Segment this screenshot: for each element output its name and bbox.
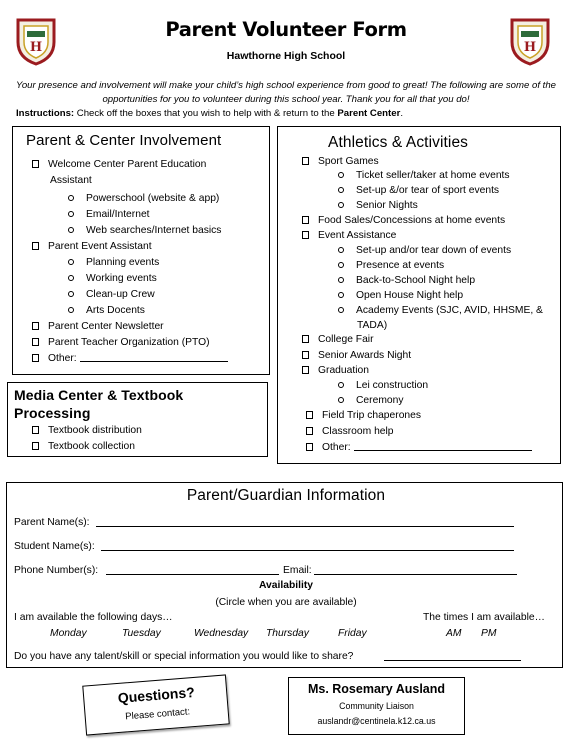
time-am[interactable]: AM	[446, 628, 462, 639]
email-field[interactable]	[314, 565, 517, 575]
checkbox-icon[interactable]	[302, 351, 309, 359]
checkbox-icon[interactable]	[302, 366, 309, 374]
checkbox-icon[interactable]	[32, 160, 39, 168]
checkbox-parent-event[interactable]: Parent Event Assistant	[32, 240, 152, 253]
sub-item: Planning events	[68, 256, 159, 269]
checkbox-other-athletics[interactable]: Other:	[306, 441, 532, 454]
checkbox-classroom-help[interactable]: Classroom help	[306, 425, 394, 438]
bullet-icon	[68, 307, 74, 313]
days-label: I am available the following days…	[14, 612, 173, 623]
sub-item: Set-up &/or tear of sport events	[338, 184, 499, 197]
sub-item: Open House Night help	[338, 289, 463, 302]
checkbox-other-parent[interactable]: Other:	[32, 352, 228, 365]
day-monday[interactable]: Monday	[50, 628, 87, 639]
email-label: Email:	[283, 565, 312, 576]
bullet-icon	[338, 202, 344, 208]
availability-heading: Availability	[259, 580, 313, 591]
checkbox-college-fair[interactable]: College Fair	[302, 333, 374, 346]
bullet-icon	[338, 382, 344, 388]
contact-name: Ms. Rosemary Ausland	[307, 682, 446, 696]
sub-item: Working events	[68, 272, 157, 285]
checkbox-food-sales[interactable]: Food Sales/Concessions at home events	[302, 214, 505, 227]
contact-role: Community Liaison	[339, 701, 414, 711]
bullet-icon	[338, 277, 344, 283]
sub-item: Presence at events	[338, 259, 444, 272]
athletics-heading: Athletics & Activities	[328, 134, 469, 151]
checkbox-sport-games[interactable]: Sport Games	[302, 155, 379, 168]
checkbox-icon[interactable]	[32, 426, 39, 434]
bullet-icon	[68, 227, 74, 233]
availability-instructions: (Circle when you are available)	[215, 597, 357, 608]
bullet-icon	[338, 172, 344, 178]
bullet-icon	[338, 247, 344, 253]
checkbox-senior-awards[interactable]: Senior Awards Night	[302, 349, 411, 362]
questions-title: Questions?	[117, 683, 196, 706]
checkbox-icon[interactable]	[302, 335, 309, 343]
day-thursday[interactable]: Thursday	[266, 628, 309, 639]
questions-card	[82, 674, 229, 735]
bullet-icon	[338, 187, 344, 193]
phone-label: Phone Number(s):	[14, 565, 99, 576]
checkbox-event-assistance[interactable]: Event Assistance	[302, 229, 396, 242]
checkbox-icon[interactable]	[32, 242, 39, 250]
parent-name-label: Parent Name(s):	[14, 517, 90, 528]
checkbox-icon[interactable]	[302, 157, 309, 165]
checkbox-graduation[interactable]: Graduation	[302, 364, 369, 377]
bullet-icon	[68, 259, 74, 265]
sub-item: Ceremony	[338, 394, 404, 407]
sub-item: Lei construction	[338, 379, 428, 392]
sub-item: Set-up and/or tear down of events	[338, 244, 511, 257]
checkbox-textbook-distribution[interactable]: Textbook distribution	[32, 424, 142, 437]
sub-item: Academy Events (SJC, AVID, HHSME, &	[338, 304, 543, 317]
instructions: Instructions: Check off the boxes that you wish to help with & return to the Parent Center.	[16, 108, 403, 119]
checkbox-icon[interactable]	[302, 216, 309, 224]
day-wednesday[interactable]: Wednesday	[194, 628, 249, 639]
student-name-field[interactable]	[101, 541, 514, 551]
time-pm[interactable]: PM	[481, 628, 497, 639]
talent-field[interactable]	[384, 651, 521, 661]
bullet-icon	[68, 211, 74, 217]
bullet-icon	[68, 291, 74, 297]
intro-text: Your presence and involvement will make your child’s high school experience from good to great! The following are some of the opportunities for you to volunteer during this school year. Thank you for all that you do!	[15, 80, 557, 106]
media-center-heading-line2: Processing	[14, 405, 91, 421]
sub-item: Back-to-School Night help	[338, 274, 475, 287]
parent-center-heading: Parent & Center Involvement	[26, 132, 222, 149]
day-friday[interactable]: Friday	[338, 628, 367, 639]
student-name-label: Student Name(s):	[14, 541, 95, 552]
sub-item: Ticket seller/taker at home events	[338, 169, 510, 182]
bullet-icon	[338, 397, 344, 403]
checkbox-welcome-center[interactable]: Welcome Center Parent Education	[32, 158, 206, 171]
svg-text:H: H	[29, 40, 43, 55]
sub-item: Senior Nights	[338, 199, 418, 212]
bullet-icon	[338, 262, 344, 268]
questions-sub: Please contact:	[124, 706, 191, 723]
times-label: The times I am available…	[423, 612, 545, 623]
item-label: Assistant	[50, 175, 92, 186]
other-field[interactable]	[80, 352, 228, 362]
other-field[interactable]	[354, 441, 532, 451]
school-name: Hawthorne High School	[226, 50, 346, 62]
checkbox-icon[interactable]	[306, 427, 313, 435]
checkbox-field-trip[interactable]: Field Trip chaperones	[306, 409, 421, 422]
checkbox-textbook-collection[interactable]: Textbook collection	[32, 440, 135, 453]
sub-item: Powerschool (website & app)	[68, 192, 219, 205]
bullet-icon	[338, 292, 344, 298]
checkbox-icon[interactable]	[32, 322, 39, 330]
bullet-icon	[68, 195, 74, 201]
checkbox-pto[interactable]: Parent Teacher Organization (PTO)	[32, 336, 210, 349]
svg-text:H: H	[523, 40, 537, 55]
checkbox-icon[interactable]	[306, 443, 313, 451]
sub-item: Web searches/Internet basics	[68, 224, 221, 237]
page-title: Parent Volunteer Form	[165, 18, 407, 41]
sub-item-continued: TADA)	[357, 320, 388, 331]
media-center-heading-line1: Media Center & Textbook	[14, 387, 184, 403]
bullet-icon	[68, 275, 74, 281]
sub-item: Arts Docents	[68, 304, 145, 317]
checkbox-icon[interactable]	[32, 442, 39, 450]
sub-item: Email/Internet	[68, 208, 150, 221]
parent-name-field[interactable]	[96, 517, 514, 527]
guardian-heading: Parent/Guardian Information	[186, 487, 386, 504]
checkbox-icon[interactable]	[302, 231, 309, 239]
contact-email[interactable]: auslandr@centinela.k12.ca.us	[317, 716, 436, 726]
checkbox-icon[interactable]	[32, 338, 39, 346]
checkbox-icon[interactable]	[306, 411, 313, 419]
phone-field[interactable]	[106, 565, 279, 575]
bullet-icon	[338, 307, 344, 313]
talent-label: Do you have any talent/skill or special information you would like to share?	[14, 651, 354, 662]
checkbox-newsletter[interactable]: Parent Center Newsletter	[32, 320, 164, 333]
day-tuesday[interactable]: Tuesday	[122, 628, 161, 639]
sub-item: Clean-up Crew	[68, 288, 155, 301]
checkbox-icon[interactable]	[32, 354, 39, 362]
